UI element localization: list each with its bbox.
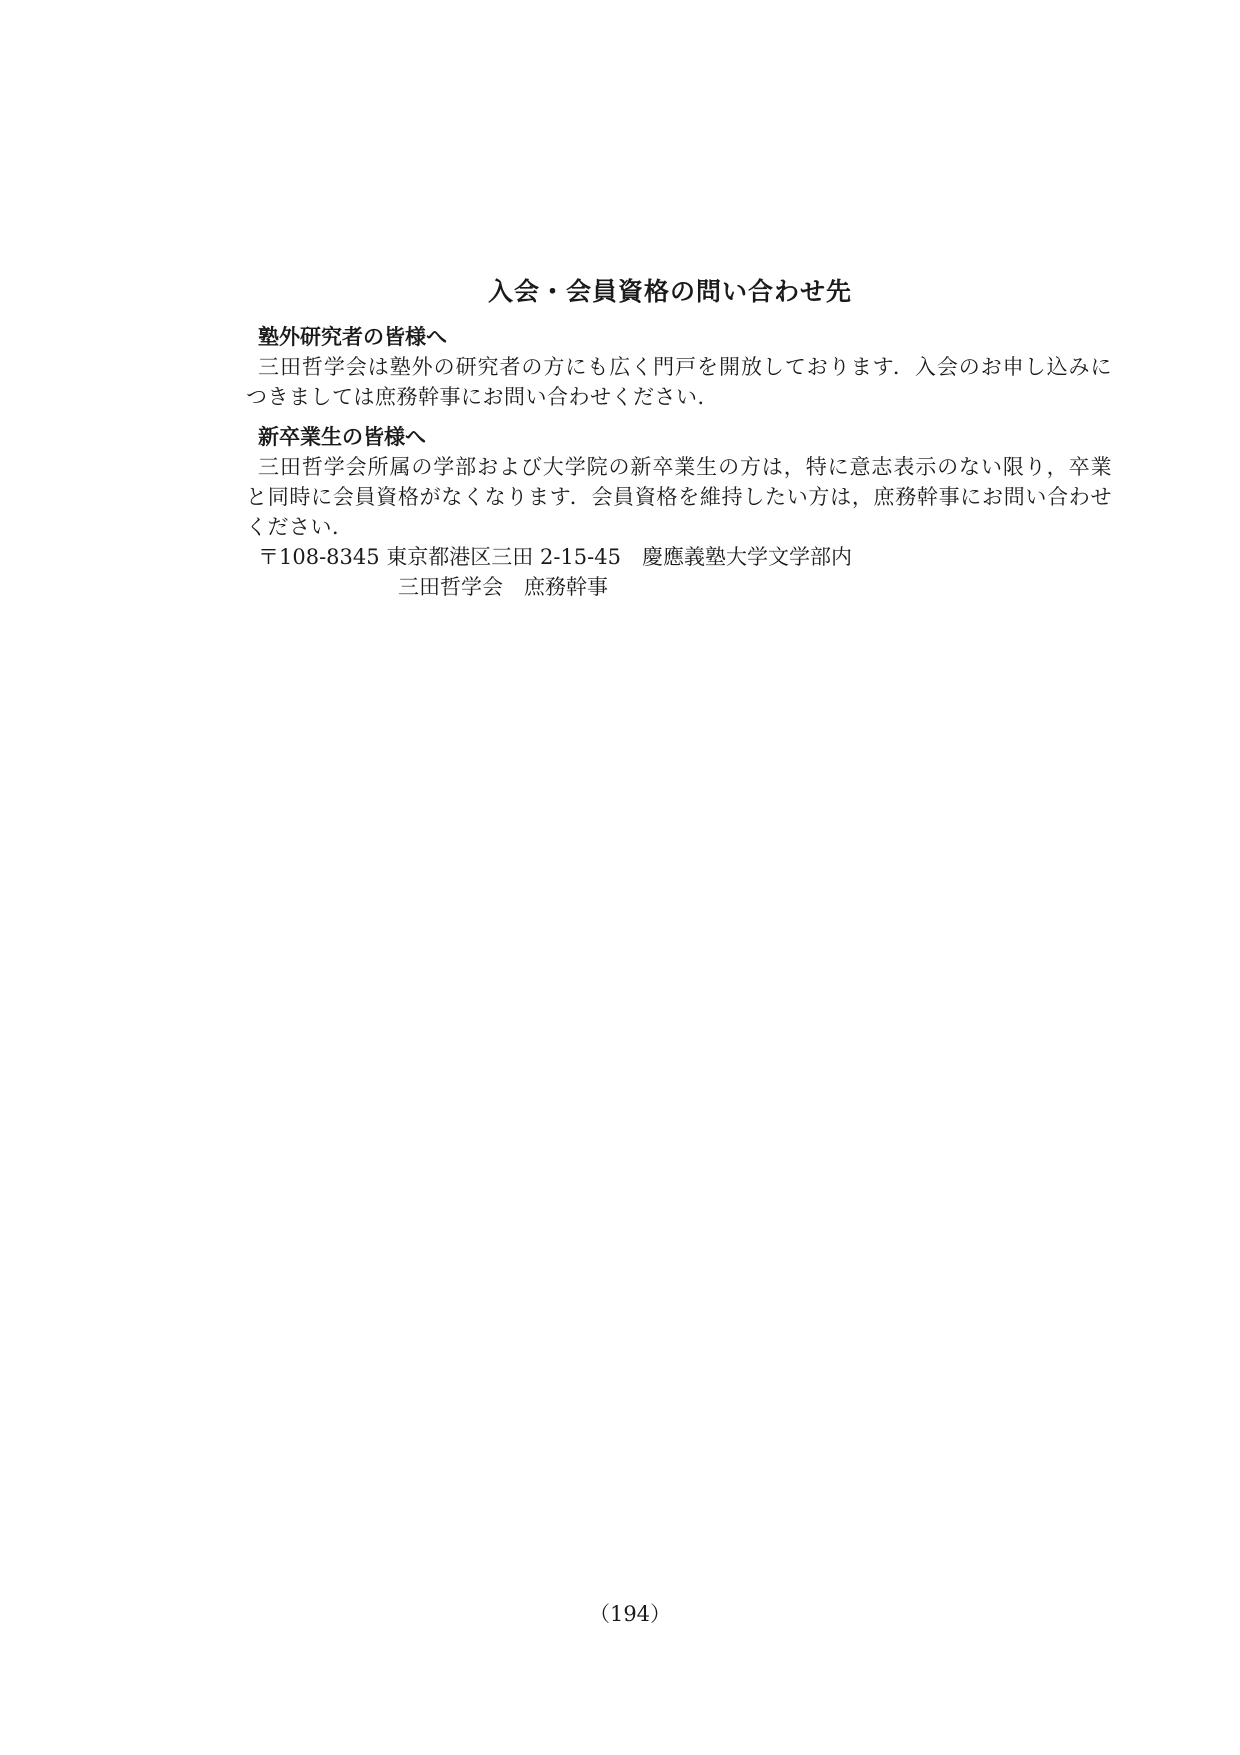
section-heading: 新卒業生の皆様へ [258,425,426,449]
page-number: （194） [588,1602,672,1626]
contact-address [246,542,1112,602]
page-title: 入会・会員資格の問い合わせ先 [487,277,852,306]
section-heading: 塾外研究者の皆様へ [258,325,447,349]
section-body: 三田哲学会は塾外の研究者の方にも広く門戸を開放しております．入会のお申し込みにつきましては庶務幹事にお問い合わせください． [246,355,1112,409]
section-new-graduates [246,422,1112,542]
address-recipient: 三田哲学会 庶務幹事 [398,575,608,599]
section-external-researchers [246,322,1112,412]
address-line: 〒108-8345 東京都港区三田 2-15-45 慶應義塾大学文学部内 [258,545,852,569]
section-body: 三田哲学会所属の学部および大学院の新卒業生の方は，特に意志表示のない限り，卒業と同時に会員資格がなくなります．会員資格を維持したい方は，庶務幹事にお問い合わせください． [246,455,1112,539]
